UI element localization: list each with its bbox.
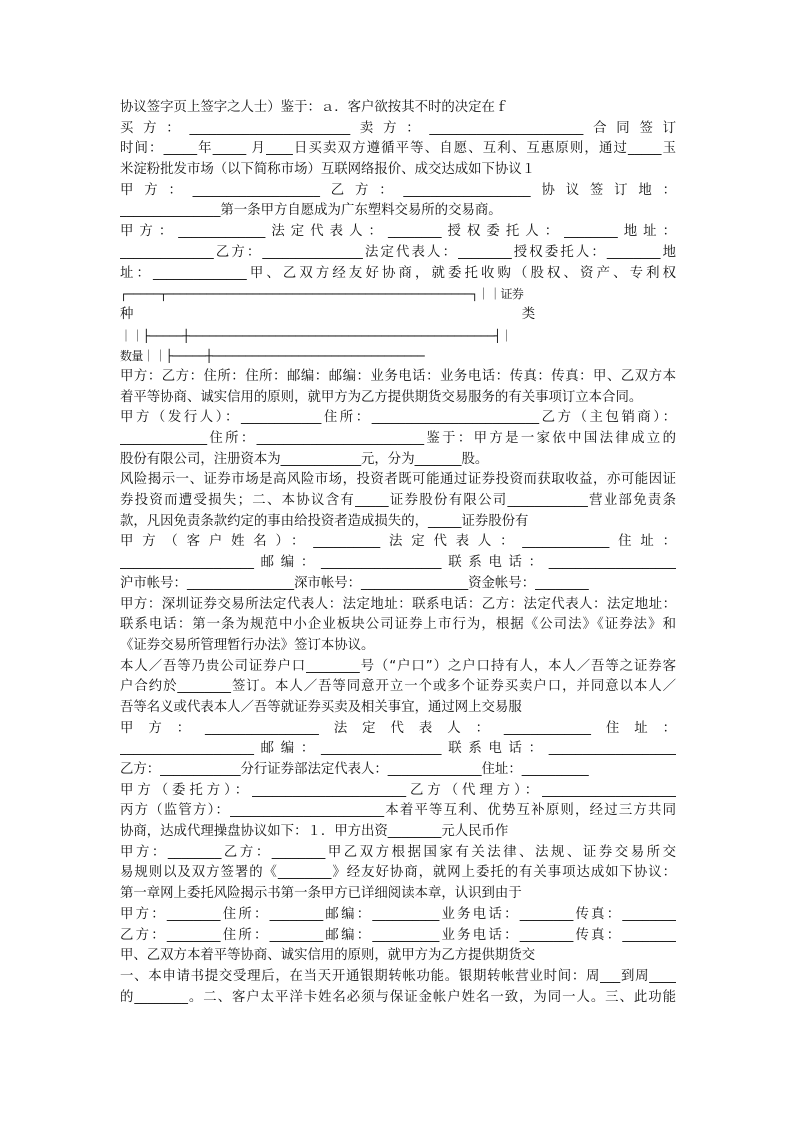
text-line: 甲方：________住所：________邮编：__________业务电话：________传真：________ <box>120 906 676 922</box>
text-line: 甲方：_____________法定代表人：________授权委托人：________地址： <box>120 224 676 240</box>
document-page <box>120 98 676 1008</box>
text-line: 乙方：____________分行证券部法定代表人：______________住址：__________ <box>120 762 589 777</box>
text-table-line: ┌─────┬──────────────────────────────────────────────┐｜｜证券 <box>120 287 524 302</box>
text-table-line: 数量｜｜├─────┼──────────────────────────────── <box>120 349 424 364</box>
text-line: 吾等名义或代表本人／吾等就证券买卖及相关事宜，通过网上交易服 <box>120 699 522 715</box>
text-line: 着平等协商、诚实信用的原则，就甲方为乙方提供期货交易服务的有关事项订立本合同。 <box>120 389 643 405</box>
text-line: 买方：________________________卖方：_______________________合同签订 <box>120 120 676 136</box>
text-line: 甲方：___________________乙方：___________________协议签订地： <box>120 182 676 198</box>
text-line: 丙方（监管方）：_______________________本着平等互利、优势互补原则，经过三方共同 <box>120 803 676 819</box>
text-line: 一、本申请书提交受理后，在当天开通银期转帐功能。银期转帐营业时间：周___到周____ <box>120 968 676 984</box>
text-line: 甲方（发行人）：____________住所：_________________________乙方（主包销商）： <box>120 410 676 426</box>
text-line: 甲方（委托方）：_______________________乙方（代理方）：____________________ <box>120 782 676 798</box>
text-line: 的________。二、客户太平洋卡姓名必须与保证金帐户姓名一致，为同一人。三、此功能 <box>120 989 676 1005</box>
text-line: 户合约於________签订。本人／吾等同意开立一个或多个证券买卖户口，并同意以本人／ <box>120 679 676 695</box>
text-line: 乙方：________住所：________邮编：__________业务电话：________传真：________ <box>120 927 676 943</box>
text-line: _______________第一条甲方自愿成为广东塑料交易所的交易商。 <box>120 203 502 219</box>
text-line: 股份有限公司，注册资本为____________元，分为_______股。 <box>120 451 489 467</box>
text-line: 券投资而遭受损失；二、本协议含有_____证券股份有限公司____________营业部免责条 <box>120 493 676 509</box>
text-line: 址：______________甲、乙双方经友好协商，就委托收购（股权、资产、专利权 <box>120 265 676 281</box>
text-line: 《证券交易所管理暂行办法》签订本协议。 <box>120 637 375 653</box>
text-line: 协议签字页上签字之人士）鉴于：ａ．客户欲按其不时的决定在ｆ <box>120 100 509 115</box>
text-table-line: ｜｜├─────┼──────────────────────────────────────────────┤｜ <box>120 328 512 343</box>
text-line: 种 类 <box>120 306 536 322</box>
text-line: 第一章网上委托风险揭示书第一条甲方已详细阅读本章，认识到由于 <box>120 886 522 902</box>
text-line: 款，凡因免责条款约定的事由给投资者造成损失的，_____证券股份有 <box>120 513 529 529</box>
text-line: 甲方：深圳证券交易所法定代表人：法定地址：联系电话：乙方：法定代表人：法定地址： <box>120 596 676 612</box>
text-line: 甲方（客户姓名）：__________法定代表人：_____________住址： <box>120 534 676 550</box>
text-line: _____________住所：_________________________鉴于：甲方是一家依中国法律成立的 <box>120 431 676 446</box>
text-line: 本人／吾等乃贵公司证券户口________号（“户口”）之户口持有人，本人／吾等之证券客 <box>120 658 676 674</box>
text-line: 时间：_____年_____ 月____日买卖双方遵循平等、自愿、互利、互惠原则，通过_____玉 <box>120 141 676 157</box>
text-line: 沪市帐号：________________深市帐号：________________资金帐号：________ <box>120 575 589 591</box>
text-line: 米淀粉批发市场（以下简称市场）互联网络报价、成交达成如下协议１ <box>120 162 536 178</box>
text-line: ____________________邮编：__________________联系电话：___________________ <box>120 555 676 571</box>
text-line: ______________乙方：_______________法定代表人：________授权委托人：________地 <box>120 244 676 260</box>
text-line: ____________________邮编：__________________联系电话：___________________ <box>120 741 676 757</box>
text-line: 协商，达成代理操盘协议如下：１．甲方出资________元人民币作 <box>120 824 509 840</box>
text-line: 易规则以及双方签署的《________》经友好协商，就网上委托的有关事项达成如下协议： <box>120 865 676 881</box>
text-line: 风险揭示一、证券市场是高风险市场，投资者既可能通过证券投资而获取收益，亦可能因证 <box>120 472 676 488</box>
text-line: 甲方：_________________法定代表人：_____________住址： <box>120 720 676 736</box>
text-line: 联系电话：第一条为规范中小企业板块公司证券上市行为，根据《公司法》《证券法》和 <box>120 617 676 633</box>
text-line: 甲、乙双方本着平等协商、诚实信用的原则，就甲方为乙方提供期货交 <box>120 948 536 964</box>
text-line: 甲方：________乙方：________甲乙双方根据国家有关法律、法规、证券交易所交 <box>120 844 676 860</box>
text-line: 甲方：乙方：住所：住所：邮编：邮编：业务电话：业务电话：传真：传真：甲、乙双方本 <box>120 368 676 384</box>
